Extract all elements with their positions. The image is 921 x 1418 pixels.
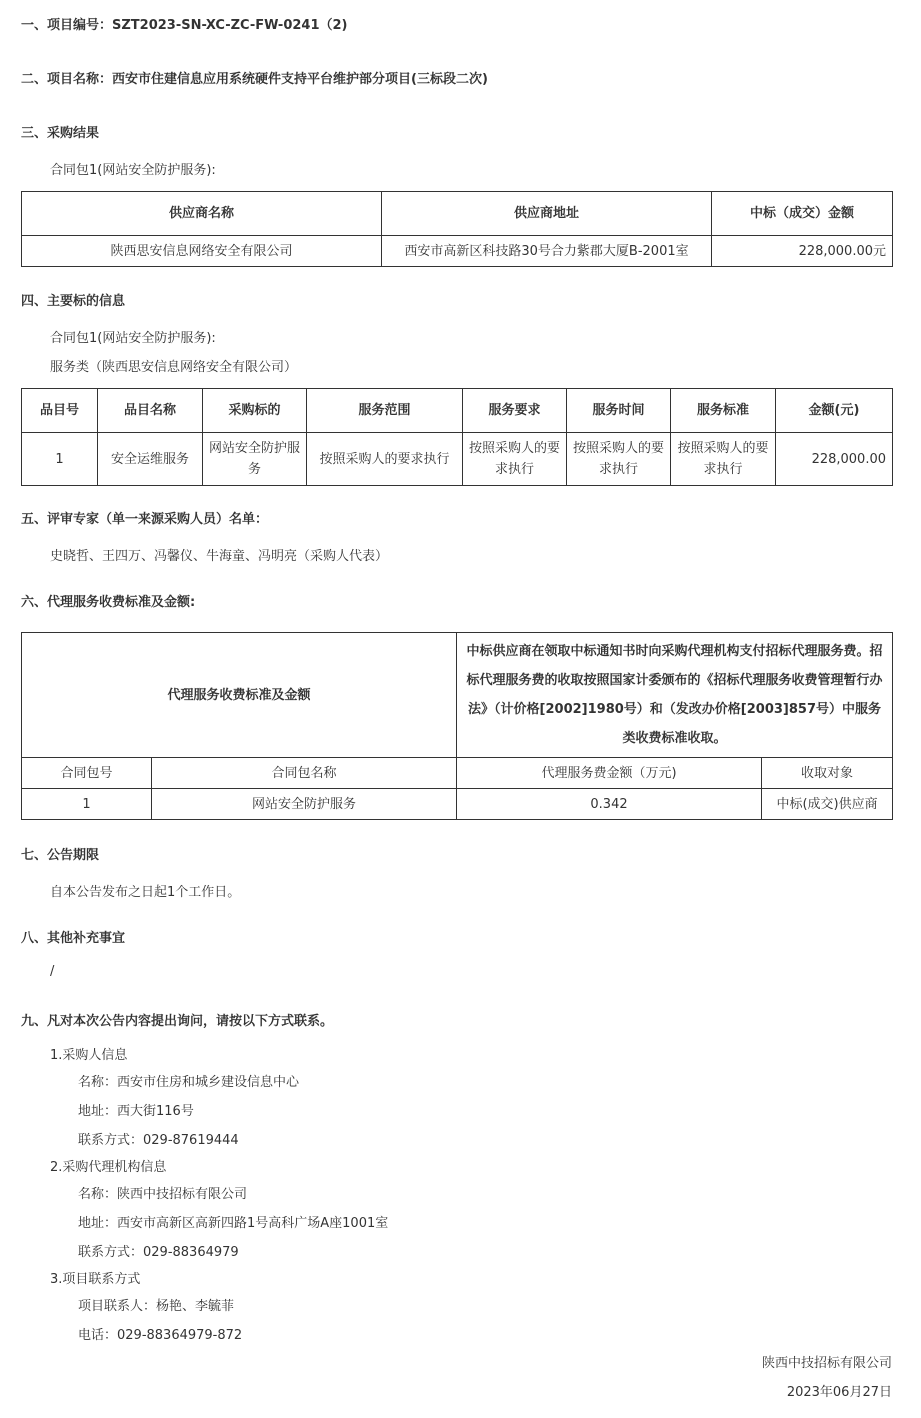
agency-name: 名称：陕西中技招标有限公司 (78, 1187, 248, 1202)
footer-date: 2023年06月27日 (786, 1385, 892, 1400)
purchaser-name: 名称：西安市住房和城乡建设信息中心 (78, 1075, 300, 1090)
result-table (21, 191, 893, 267)
items-header-standard: 服务标准 (671, 389, 776, 433)
items-table-row (22, 433, 893, 486)
items-header-no: 品目号 (22, 389, 98, 433)
items-subject: 网站安全防护服务 (203, 433, 307, 486)
experts-heading: 五、评审专家（单一来源采购人员）名单： (21, 512, 269, 527)
contact-heading: 九、凡对本次公告内容提出询问，请按以下方式联系。 (21, 1014, 334, 1029)
fee-header-package-no: 合同包号 (22, 758, 152, 789)
fee-table-row (22, 789, 893, 820)
fee-table-header-row (22, 758, 893, 789)
items-header-requirement: 服务要求 (463, 389, 567, 433)
items-header-time: 服务时间 (567, 389, 671, 433)
fee-package-name: 网站安全防护服务 (152, 789, 457, 820)
fee-header-amount: 代理服务费金额（万元) (457, 758, 762, 789)
notice-period-heading: 七、公告期限 (21, 848, 100, 863)
procurement-result-heading: 三、采购结果 (21, 126, 100, 141)
items-table-header-row (22, 389, 893, 433)
fee-header-package-name: 合同包名称 (152, 758, 457, 789)
items-package-label: 合同包1(网站安全防护服务): (50, 331, 216, 346)
purchaser-info-title: 1.采购人信息 (50, 1048, 128, 1063)
project-contact-title: 3.项目联系方式 (50, 1272, 141, 1287)
items-name: 安全运维服务 (98, 433, 203, 486)
items-header-name: 品目名称 (98, 389, 203, 433)
fee-standard-label: 代理服务收费标准及金额 (22, 633, 457, 758)
agency-phone: 联系方式：029-88364979 (78, 1245, 239, 1260)
project-contact-phone: 电话：029-88364979-872 (78, 1328, 243, 1343)
agency-fee-heading: 六、代理服务收费标准及金额: (21, 595, 196, 610)
main-items-heading: 四、主要标的信息 (21, 294, 126, 309)
agency-fee-table (21, 632, 893, 820)
purchaser-address: 地址：西大街116号 (78, 1104, 194, 1119)
project-number-value: SZT2023-SN-XC-ZC-FW-0241（2) (112, 18, 348, 33)
other-matters-heading: 八、其他补充事宜 (21, 931, 126, 946)
agency-info-title: 2.采购代理机构信息 (50, 1160, 167, 1175)
project-name-label: 二、项目名称： (21, 72, 113, 87)
fee-amount: 0.342 (457, 789, 762, 820)
items-header-amount: 金额(元) (776, 389, 893, 433)
project-name-value: 西安市住建信息应用系统硬件支持平台维护部分项目(三标段二次) (112, 72, 488, 87)
items-header-scope: 服务范围 (307, 389, 463, 433)
fee-payer: 中标(成交)供应商 (762, 789, 893, 820)
experts-names: 史晓哲、王四万、冯馨仪、牛海童、冯明亮（采购人代表） (50, 549, 389, 564)
project-name-line (21, 68, 488, 87)
items-time: 按照采购人的要求执行 (567, 433, 671, 486)
result-package-label: 合同包1(网站安全防护服务): (50, 163, 216, 178)
project-number-line (21, 14, 347, 33)
items-no: 1 (22, 433, 98, 486)
project-number-label: 一、项目编号： (21, 18, 113, 33)
result-table-row (22, 236, 893, 267)
items-header-subject: 采购标的 (203, 389, 307, 433)
result-header-amount: 中标（成交）金额 (712, 192, 893, 236)
footer-company: 陕西中技招标有限公司 (761, 1356, 892, 1371)
fee-standard-row (22, 633, 893, 758)
purchaser-phone: 联系方式：029-87619444 (78, 1133, 239, 1148)
project-contact-person: 项目联系人：杨艳、李毓菲 (78, 1299, 235, 1314)
fee-package-no: 1 (22, 789, 152, 820)
result-header-supplier-name: 供应商名称 (22, 192, 382, 236)
other-matters-text: / (50, 964, 55, 979)
items-requirement: 按照采购人的要求执行 (463, 433, 567, 486)
result-supplier-address: 西安市高新区科技路30号合力紫郡大厦B-2001室 (382, 236, 712, 267)
notice-period-text: 自本公告发布之日起1个工作日。 (50, 885, 241, 900)
items-amount: 228,000.00 (776, 433, 893, 486)
result-table-header-row (22, 192, 893, 236)
items-standard: 按照采购人的要求执行 (671, 433, 776, 486)
main-items-table (21, 388, 893, 486)
result-supplier-name: 陕西思安信息网络安全有限公司 (22, 236, 382, 267)
agency-address: 地址：西安市高新区高新四路1号高科广场A座1001室 (78, 1216, 389, 1231)
fee-header-payer: 收取对象 (762, 758, 893, 789)
items-scope: 按照采购人的要求执行 (307, 433, 463, 486)
result-amount: 228,000.00元 (712, 236, 893, 267)
result-header-supplier-address: 供应商地址 (382, 192, 712, 236)
items-category-label: 服务类（陕西思安信息网络安全有限公司） (50, 360, 298, 375)
fee-standard-description: 中标供应商在领取中标通知书时向采购代理机构支付招标代理服务费。招标代理服务费的收取按照国家计委颁布的《招标代理服务收费管理暂行办法》（计价格[2002]1980号）和（发改办价格[2003]857号）中服务类收费标准收取。 (457, 633, 893, 758)
